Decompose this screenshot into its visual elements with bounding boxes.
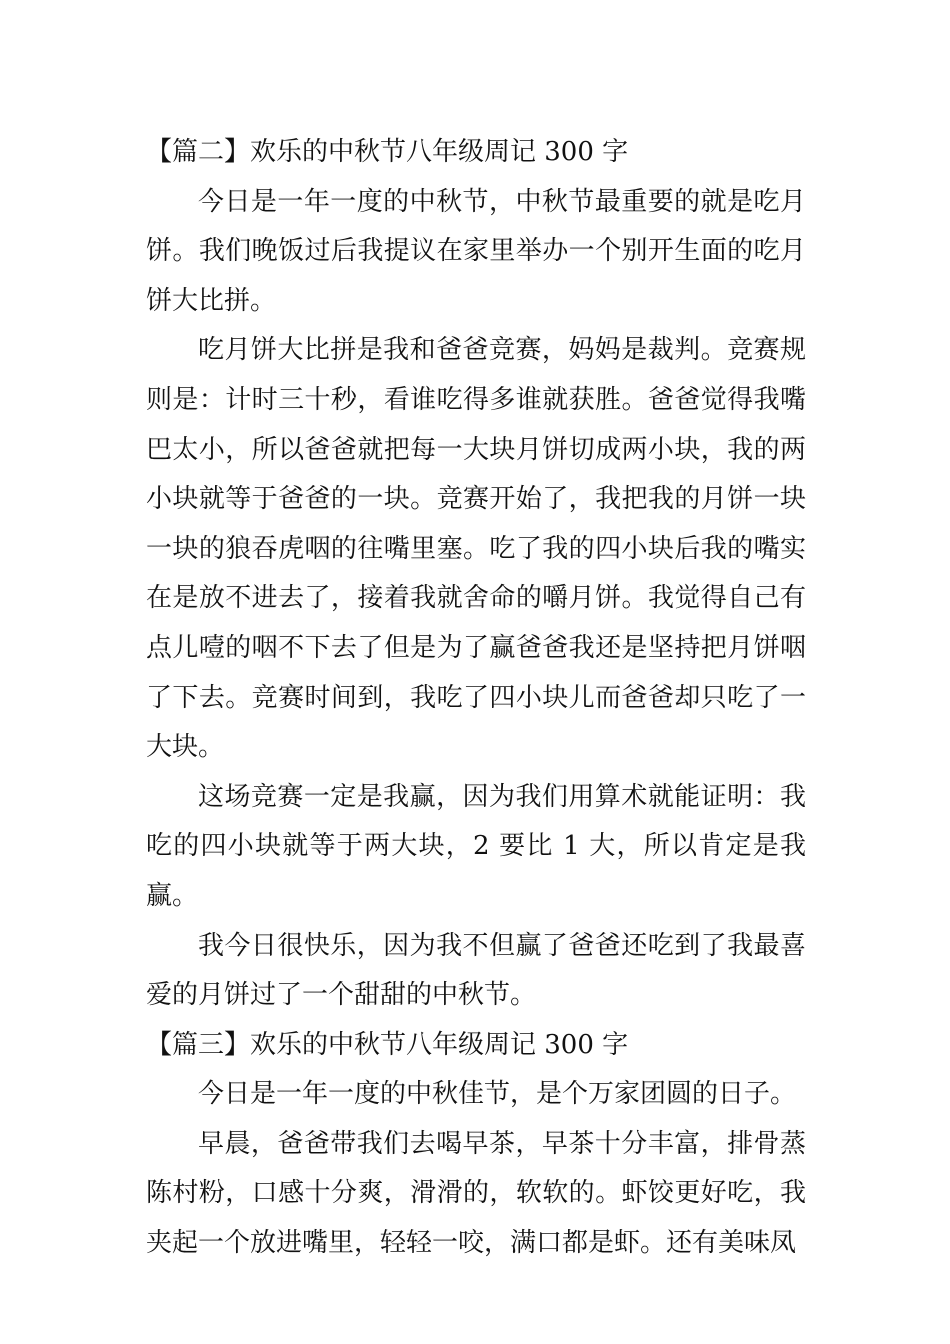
- paragraph: 我今日很快乐，因为我不但赢了爸爸还吃到了我最喜爱的月饼过了一个甜甜的中秋节。: [146, 930, 806, 1011]
- paragraph: 今日是一年一度的中秋节，中秋节最重要的就是吃月饼。我们晚饭过后我提议在家里举办一个别开生面的吃月饼大比拼。: [146, 186, 806, 316]
- section-heading: 【篇二】欢乐的中秋节八年级周记 300 字: [146, 137, 629, 167]
- paragraph: 这场竞赛一定是我赢，因为我们用算术就能证明：我吃的四小块就等于两大块，2 要比 1 大，所以肯定是我赢。: [146, 781, 806, 911]
- section-heading: 【篇三】欢乐的中秋节八年级周记 300 字: [146, 1029, 629, 1060]
- paragraph: 吃月饼大比拼是我和爸爸竞赛，妈妈是裁判。竞赛规则是：计时三十秒，看谁吃得多谁就获胜。爸爸觉得我嘴巴太小，所以爸爸就把每一大块月饼切成两小块，我的两小块就等于爸爸的一块。竞赛开始了，我把我的月饼一块一块的狼吞虎咽的往嘴里塞。吃了我的四小块后我的嘴实在是放不进去了，接着我就舍命的嚼月饼。我觉得自己有点儿噎的咽不下去了但是为了赢爸爸我还是坚持把月饼咽了下去。竞赛时间到，我吃了四小块儿而爸爸却只吃了一大块。: [146, 335, 806, 763]
- paragraph: 今日是一年一度的中秋佳节，是个万家团圆的日子。: [198, 1079, 797, 1110]
- document-body: [146, 128, 806, 1269]
- paragraph: 早晨，爸爸带我们去喝早茶，早茶十分丰富，排骨蒸陈村粉，口感十分爽，滑滑的，软软的。虾饺更好吃，我夹起一个放进嘴里，轻轻一咬，满口都是虾。还有美味凤: [146, 1128, 806, 1259]
